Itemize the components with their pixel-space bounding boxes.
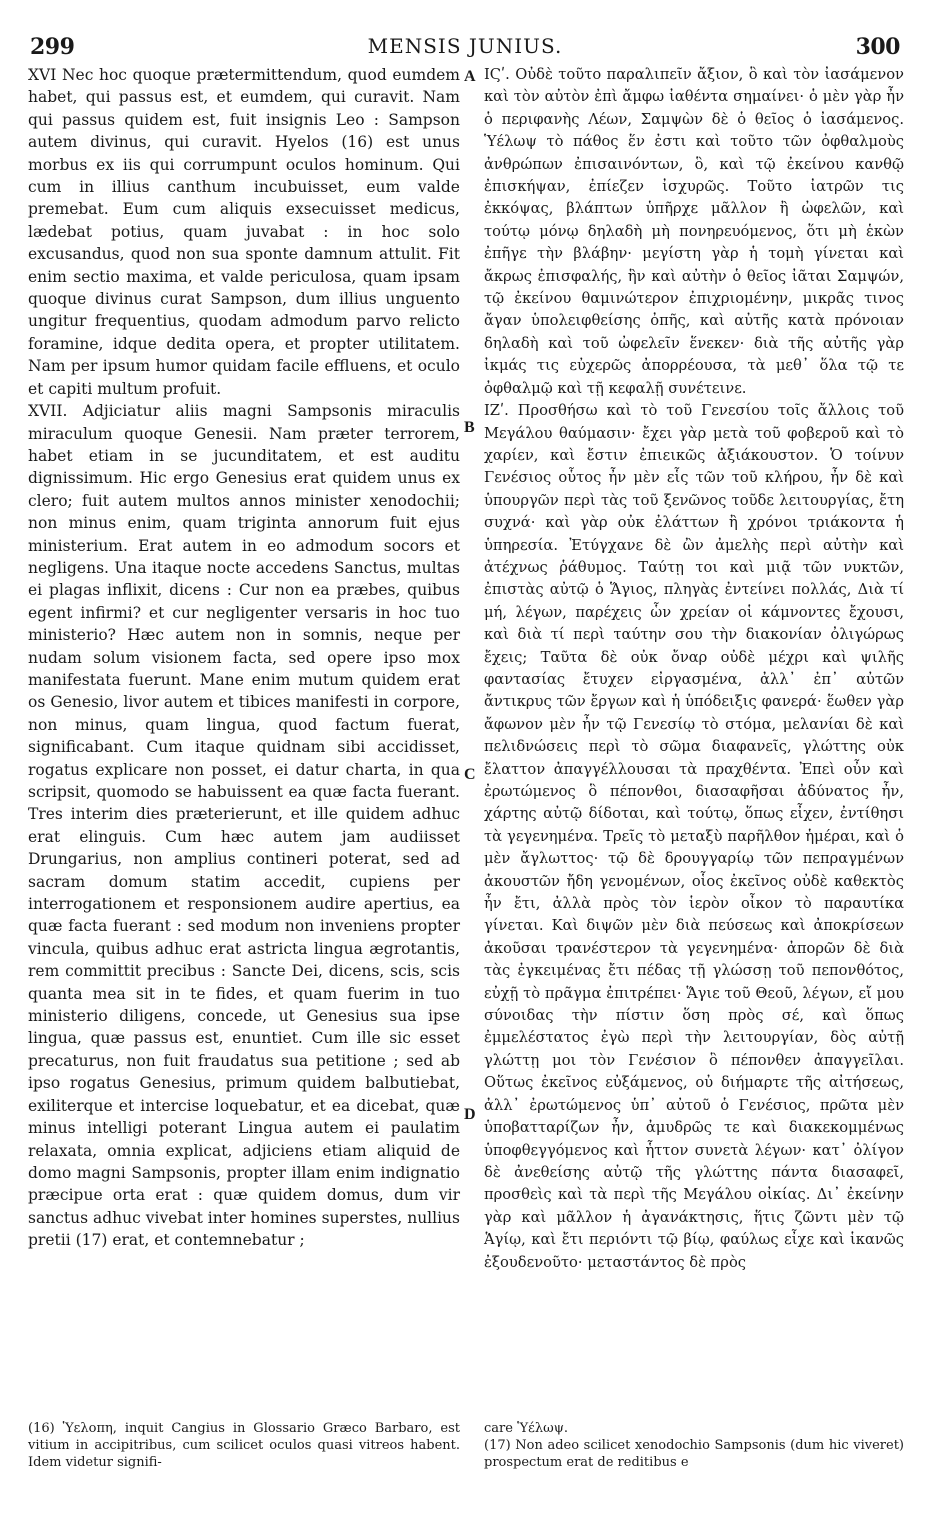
page-number-left: 299 xyxy=(30,34,75,60)
footnote-continuation: care Ὑέλωψ. xyxy=(484,1421,569,1436)
latin-paragraph-xvii: XVII. Adjiciatur aliis magni Sampsonis miraculis miraculum quoque Genesii. Nam præter terrorem, habet etiam in se jucunditatem, et est auditu dignissimum. Hic ergo Genesius erat quidem unus ex clero; fuit autem multos annos minister xenodochii; non minus enim, quam triginta annorum fuit ejus ministerium. Erat autem in eo admodum socors et negligens. Una itaque nocte accedens Sanctus, multas ei plagas inflixit, dicens : Cur non ea præbes, quibus egent infirmi? et cur negligenter versaris in hoc tuo ministerio? Hæc autem non in somnis, neque per nudam solum visionem facta, sed opere ipso mox manifestata fuerunt. Mane enim mutum quidem erat os Genesio, livor autem et tibices manifesti in corpore, non minus, quam lingua, quod factum fuerat, significabant. Cum itaque quidnam sibi accidisset, rogatus explicare non posset, ei datur charta, in qua scripsit, quomodo se habuissent ea quæ facta fuerant. Tres interim dies præterierunt, et ille quidem adhuc erat elinguis. Cum hæc autem jam audiisset Drungarius, non amplius contineri poterat, sed ad sacram domum statim accedit, cupiens per interrogationem et responsionem audire apertius, ea quæ facta fuerant : sed modum non inveniens propter vincula, quibus adhuc erat astricta lingua ægrotantis, rem committit precibus : Sancte Dei, dicens, scis, scis quanta mea sit in te fides, et quam fuerim in tuo ministerio diligens, concede, ut Genesius sua ipse lingua, quæ passus est, enuntiet. Cum ille sic esset precaturus, non fuit fraudatus sua petitione ; sed ab ipso rogatus Genesius, primum quidem balbutiebat, exiliterque et intercise loquebatur, et ea dicebat, quæ minus intelligi poterant Lingua autem ei paulatim relaxata, omnia explicat, adjiciens etiam aliquid de domo magni Sampsonis, propter illam enim indignatio præcipue orta erat : quæ quidem domus, dum vir sanctus adhuc vivebat inter homines superstes, nullius pretii (17) erat, et contemnebatur ; xyxy=(28,402,460,1250)
footnote-right xyxy=(484,1420,904,1471)
greek-paragraph-17: ΙΖʹ. Προσθήσω καὶ τὸ τοῦ Γενεσίου τοῖς ἄλλοις τοῦ Μεγάλου θαύμασιν· ἔχει γὰρ μετὰ τοῦ φοβεροῦ καὶ τὸ χαρίεν, καὶ ἔστιν ἐπιεικῶς ἀξιάκουστον. Ὁ τοίνυν Γενέσιος οὗτος ἦν μὲν εἷς τῶν τοῦ κλήρου, ἦν δὲ καὶ ὑπουργῶν περὶ τὰς τοῦ ξενῶνος τοῦδε λειτουργίας, ἔτη συχνά· καὶ γὰρ οὐκ ἐλάττων ἢ χρόνοι τριάκοντα ἡ ὑπηρεσία. Ἐτύγχανε δὲ ὢν ἀμελὴς περὶ αὐτὴν καὶ ἀτέχνως ῥάθυμος. Ταύτῃ τοι καὶ μιᾷ τῶν νυκτῶν, ἐπιστὰς αὐτῷ ὁ Ἅγιος, πληγὰς ἐντείνει πολλάς, Διὰ τί μή, λέγων, παρέχεις ὧν χρείαν οἱ κάμνοντες ἔχουσι, καὶ διὰ τί περὶ ταύτην σου τὴν διακονίαν ὀλιγώρως ἔχεις; Ταῦτα δὲ οὐκ ὄναρ οὐδὲ μέχρι καὶ ψιλῆς φαντασίας ἔτυχεν εἰργασμένα, ἀλλ᾽ ἐπ᾽ αὐτῶν ἄντικρυς τῶν ἔργων καὶ ἡ ὑπόδειξις φανερά· ἕωθεν γὰρ ἄφωνον μὲν ἦν τῷ Γενεσίῳ τὸ στόμα, μελανίαι δὲ καὶ πελιδνώσεις περὶ τὸ σῶμα διαφανεῖς, γλώττης οὐκ ἔλαττον ἀπαγγέλλουσαι τὰ πραχθέντα. Ἐπεὶ οὖν καὶ ἐρωτώμενος ὃ πέπονθοι, διασαφῆσαι ἀδύνατος ἦν, χάρτης αὐτῷ δίδοται, καὶ τούτῳ, ὅπως εἶχεν, ἐντίθησι τὰ γεγενημένα. Τρεῖς τὸ μεταξὺ παρῆλθον ἡμέραι, καὶ ὁ μὲν ἄγλωττος· τῷ δὲ δρουγγαρίῳ τῶν πεπραγμένων ἀκουστῶν ἤδη γενομένων, οἷος ἐκεῖνος οὐδὲ καθεκτὸς ἦν ἔτι, ἀλλὰ πρὸς τὸν ἱερὸν οἶκον τὸ παραυτίκα γίνεται. Καὶ διψῶν μὲν διὰ πεύσεως καὶ ἀποκρίσεων ἀκοῦσαι τρανέστερον τὰ γεγενημένα· ἀπορῶν δὲ διὰ τὰς ἐγκειμένας ἔτι πέδας τῇ γλώσσῃ τοῦ πεπονθότος, εὐχῇ τὸ πρᾶγμα ἐπιτρέπει· Ἅγιε τοῦ Θεοῦ, λέγων, εἴ μου σύνοιδας τὴν πίστιν ὅση πρὸς σέ, καὶ ὅπως ἐμμελέστατος ἐγὼ περὶ τὴν λειτουργίαν, δὸς αὐτῇ γλώττῃ μοι τὸν Γενέσιον ὃ πέπονθεν ἀπαγγεῖλαι. Οὕτως ἐκεῖνος εὐξάμενος, οὐ διήμαρτε τῆς αἰτήσεως, ἀλλ᾽ ἐρωτώμενος ὑπ᾽ αὐτοῦ ὁ Γενέσιος, πρῶτα μὲν ὑποβατταρίζων ἦν, ἀμυδρῶς τε καὶ διακεκομμένως ὑποφθεγγόμενος καὶ ἧττον συνετὰ λέγων· κατ᾽ ὀλίγον δὲ ἀνεθείσης αὐτῷ τῆς γλώττης πάντα διασαφεῖ, προσθεὶς καὶ τὰ περὶ τῆς Μεγάλου οἰκίας. Δι᾽ ἐκείνην γὰρ καὶ μᾶλλον ἡ ἀγανάκτησις, ἥτις ζῶντι μὲν τῷ Ἁγίῳ, καὶ ἔτι περιόντι τῷ βίῳ, φαύλως εἶχε καὶ ἱκανῶς ἐξουδενοῦτο· μεταστάντος δὲ πρὸς xyxy=(484,402,904,1271)
margin-marker-b: B xyxy=(464,419,475,436)
footnote-16: (16) Ὑελοπη, inquit Cangius in Glossario Græco Barbaro, est vitium in accipitribus, cum scilicet oculos quasi vitreos habent. Idem videtur signifi- xyxy=(28,1421,460,1470)
footnote-left xyxy=(28,1420,460,1471)
page-number-right: 300 xyxy=(855,34,900,60)
margin-marker-a: A xyxy=(464,68,476,85)
latin-paragraph-xvi: XVI Nec hoc quoque prætermittendum, quod eumdem habet, qui passus est, et eumdem, qui curavit. Nam qui passus quidem est, fuit insignis Leo : Sampson autem divinus, qui curavit. Hyelos (16) est unus morbus ex iis qui corrumpunt oculos hominum. Qui cum in illius canthum incubuisset, eum valde premebat. Eum cum aliquis exsecuisset medicus, lædebat potius, quam juvabat : in hoc solo excusandus, quod non sua sponte damnum attulit. Fit enim sectio maxima, et valde periculosa, quam ipsam quoque divinus curat Sampson, dum illius unguento ungitur frequentius, quodam admodum parvo relicto foramine, idque dedita opera, et propter utilitatem. Nam per ipsum humor quidam facile effluens, et oculo et capiti multum profuit. xyxy=(28,66,460,398)
margin-marker-c: C xyxy=(464,766,476,783)
greek-paragraph-16: ΙϚʹ. Οὐδὲ τοῦτο παραλιπεῖν ἄξιον, ὃ καὶ τὸν ἰασάμενον καὶ τὸν αὐτὸν ἐπὶ ἄμφω ἰαθέντα σημαίνει· ὁ μὲν γὰρ ἦν ὁ περιφανὴς Λέων, Σαμψὼν δὲ ὁ θεῖος ὁ ἰασάμενος. Ὑέλωψ τὸ πάθος ἕν ἐστι καὶ τοῦτο τῶν ὀφθαλμοὺς ἀνθρώπων ἐπισαινόντων, ὃ, καὶ τῷ ἐκείνου κανθῷ ἐπισκήψαν, ἐπίεζεν ἰσχυρῶς. Τοῦτο ἰατρῶν τις ἐκκόψας, βλάπτων ὑπῆρχε μᾶλλον ἢ ὠφελῶν, καὶ τούτῳ μόνῳ δηλαδὴ μὴ πονηρευόμενος, ὅτι μὴ ἑκὼν ἐπῆγε τὴν βλάβην· μεγίστη γὰρ ἡ τομὴ γίνεται καὶ ἄκρως ἐπισφαλής, ἣν καὶ αὐτὴν ὁ θεῖος ἰᾶται Σαμψών, τῷ ἐκείνου θαμινώτερον ἐπιχριομένην, μικρᾶς τινος ἄγαν ὑπολειφθείσης ὀπῆς, καὶ αὐτῆς κατὰ πρόνοιαν δηλαδὴ καὶ τοῦ ὠφελεῖν ἕνεκεν· διὰ τῆς αὐτῆς γὰρ ἰκμάς τις εὐχερῶς ἀπορρέουσα, τὰ μεθ᾽ ὅλα τῷ τε ὀφθαλμῷ καὶ τῇ κεφαλῇ συνέτεινε. xyxy=(484,66,904,397)
page-header xyxy=(30,34,900,62)
greek-column xyxy=(484,64,904,1274)
running-title: MENSIS JUNIUS. xyxy=(367,34,563,58)
footnote-17: (17) Non adeo scilicet xenodochio Sampsonis (dum hic viveret) prospectum erat de reditibus e xyxy=(484,1438,904,1470)
margin-marker-d: D xyxy=(464,1106,476,1123)
latin-column xyxy=(28,64,460,1252)
